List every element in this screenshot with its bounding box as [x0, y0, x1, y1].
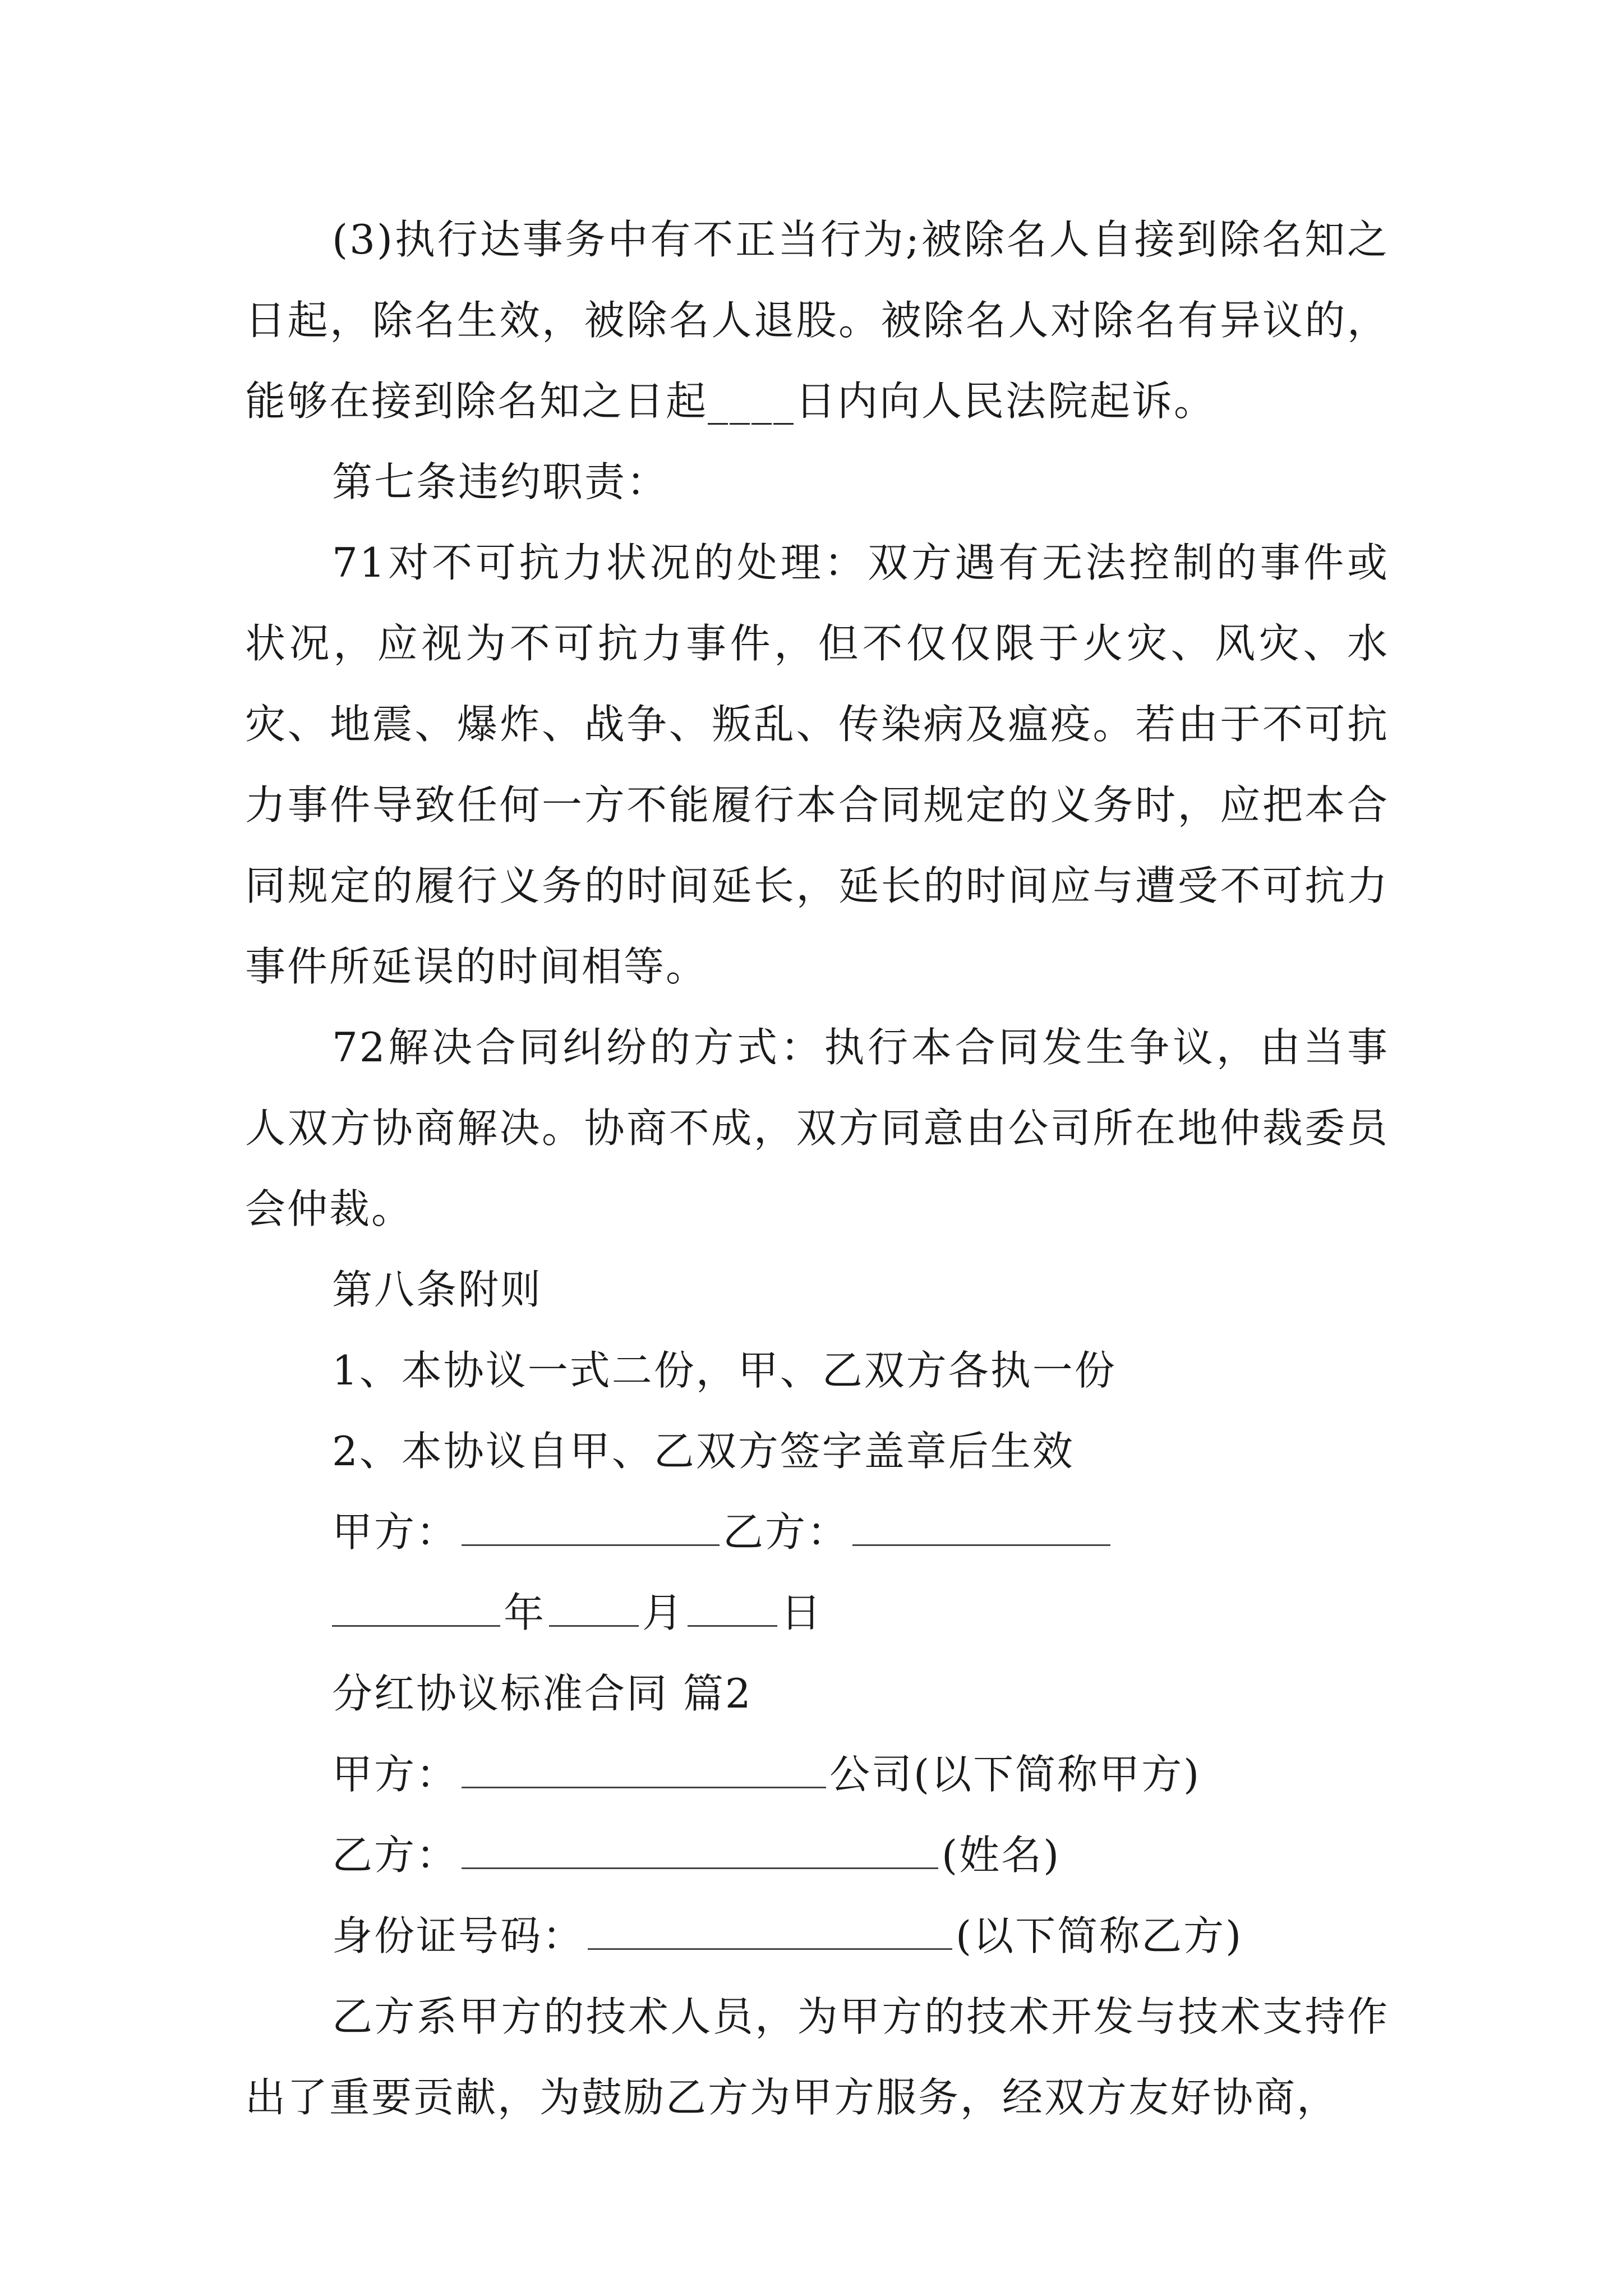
section-2-id-suffix: (以下简称乙方): [956, 1912, 1243, 1959]
paragraph-dispute-resolution: 72解决合同纠纷的方式：执行本合同发生争议，由当事人双方协商解决。协商不成，双方同意由公司所在地仲裁委员会仲裁。: [245, 1024, 1389, 1232]
section-2-id-line: [245, 1895, 1389, 1976]
year-label: 年: [504, 1589, 546, 1636]
section-2-party-b-line: [245, 1815, 1389, 1895]
month-blank: [549, 1587, 639, 1627]
heading-article-8: 第八条附则: [332, 1266, 543, 1313]
section-2-party-b-suffix: (姓名): [942, 1832, 1061, 1879]
section-2-party-a-suffix: 公司(以下简称甲方): [829, 1751, 1201, 1798]
date-line: [245, 1572, 1389, 1653]
document-body: [245, 199, 1389, 2138]
clause-effective: 2、本协议自甲、乙双方签字盖章后生效: [332, 1428, 1075, 1475]
paragraph-expulsion: (3)执行达事务中有不正当行为;被除名人自接到除名知之日起，除名生效，被除名人退股。被除名人对除名有异议的，能够在接到除名知之日起____日内向人民法院起诉。: [245, 216, 1389, 425]
paragraph-force-majeure: 71对不可抗力状况的处理：双方遇有无法控制的事件或状况，应视为不可抗力事件，但不仅仅限于火灾、风灾、水灾、地震、爆炸、战争、叛乱、传染病及瘟疫。若由于不可抗力事件导致任何一方不能履行本合同规定的义务时，应把本合同规定的履行义务的时间延长，延长的时间应与遭受不可抗力事件所延误的时间相等。: [245, 539, 1389, 990]
day-blank: [688, 1587, 777, 1627]
section-2-party-a-blank: [462, 1749, 826, 1788]
section-2-party-b-label: 乙方：: [332, 1832, 459, 1879]
party-a-signature-blank: [462, 1506, 720, 1546]
section-2-party-b-blank: [462, 1829, 938, 1869]
heading-article-7: 第七条违约职责：: [332, 458, 669, 505]
clause-copies: 1、本协议一式二份，甲、乙双方各执一份: [332, 1347, 1117, 1394]
day-label: 日: [781, 1589, 823, 1636]
section-2-id-label: 身份证号码：: [332, 1912, 585, 1959]
year-blank: [332, 1587, 500, 1627]
party-b-signature-blank: [852, 1506, 1110, 1546]
section-2-title: 分红协议标准合同 篇2: [332, 1670, 753, 1717]
month-label: 月: [642, 1589, 685, 1636]
signature-line: [245, 1492, 1389, 1572]
party-a-label: 甲方：: [332, 1508, 459, 1556]
section-2-party-a-line: [245, 1734, 1389, 1815]
party-b-label: 乙方：: [723, 1508, 850, 1556]
section-2-party-a-label: 甲方：: [332, 1751, 459, 1798]
section-2-intro: 乙方系甲方的技术人员，为甲方的技术开发与技术支持作出了重要贡献，为鼓励乙方为甲方服务，经双方友好协商，: [245, 1993, 1389, 2121]
section-2-id-blank: [588, 1910, 952, 1950]
